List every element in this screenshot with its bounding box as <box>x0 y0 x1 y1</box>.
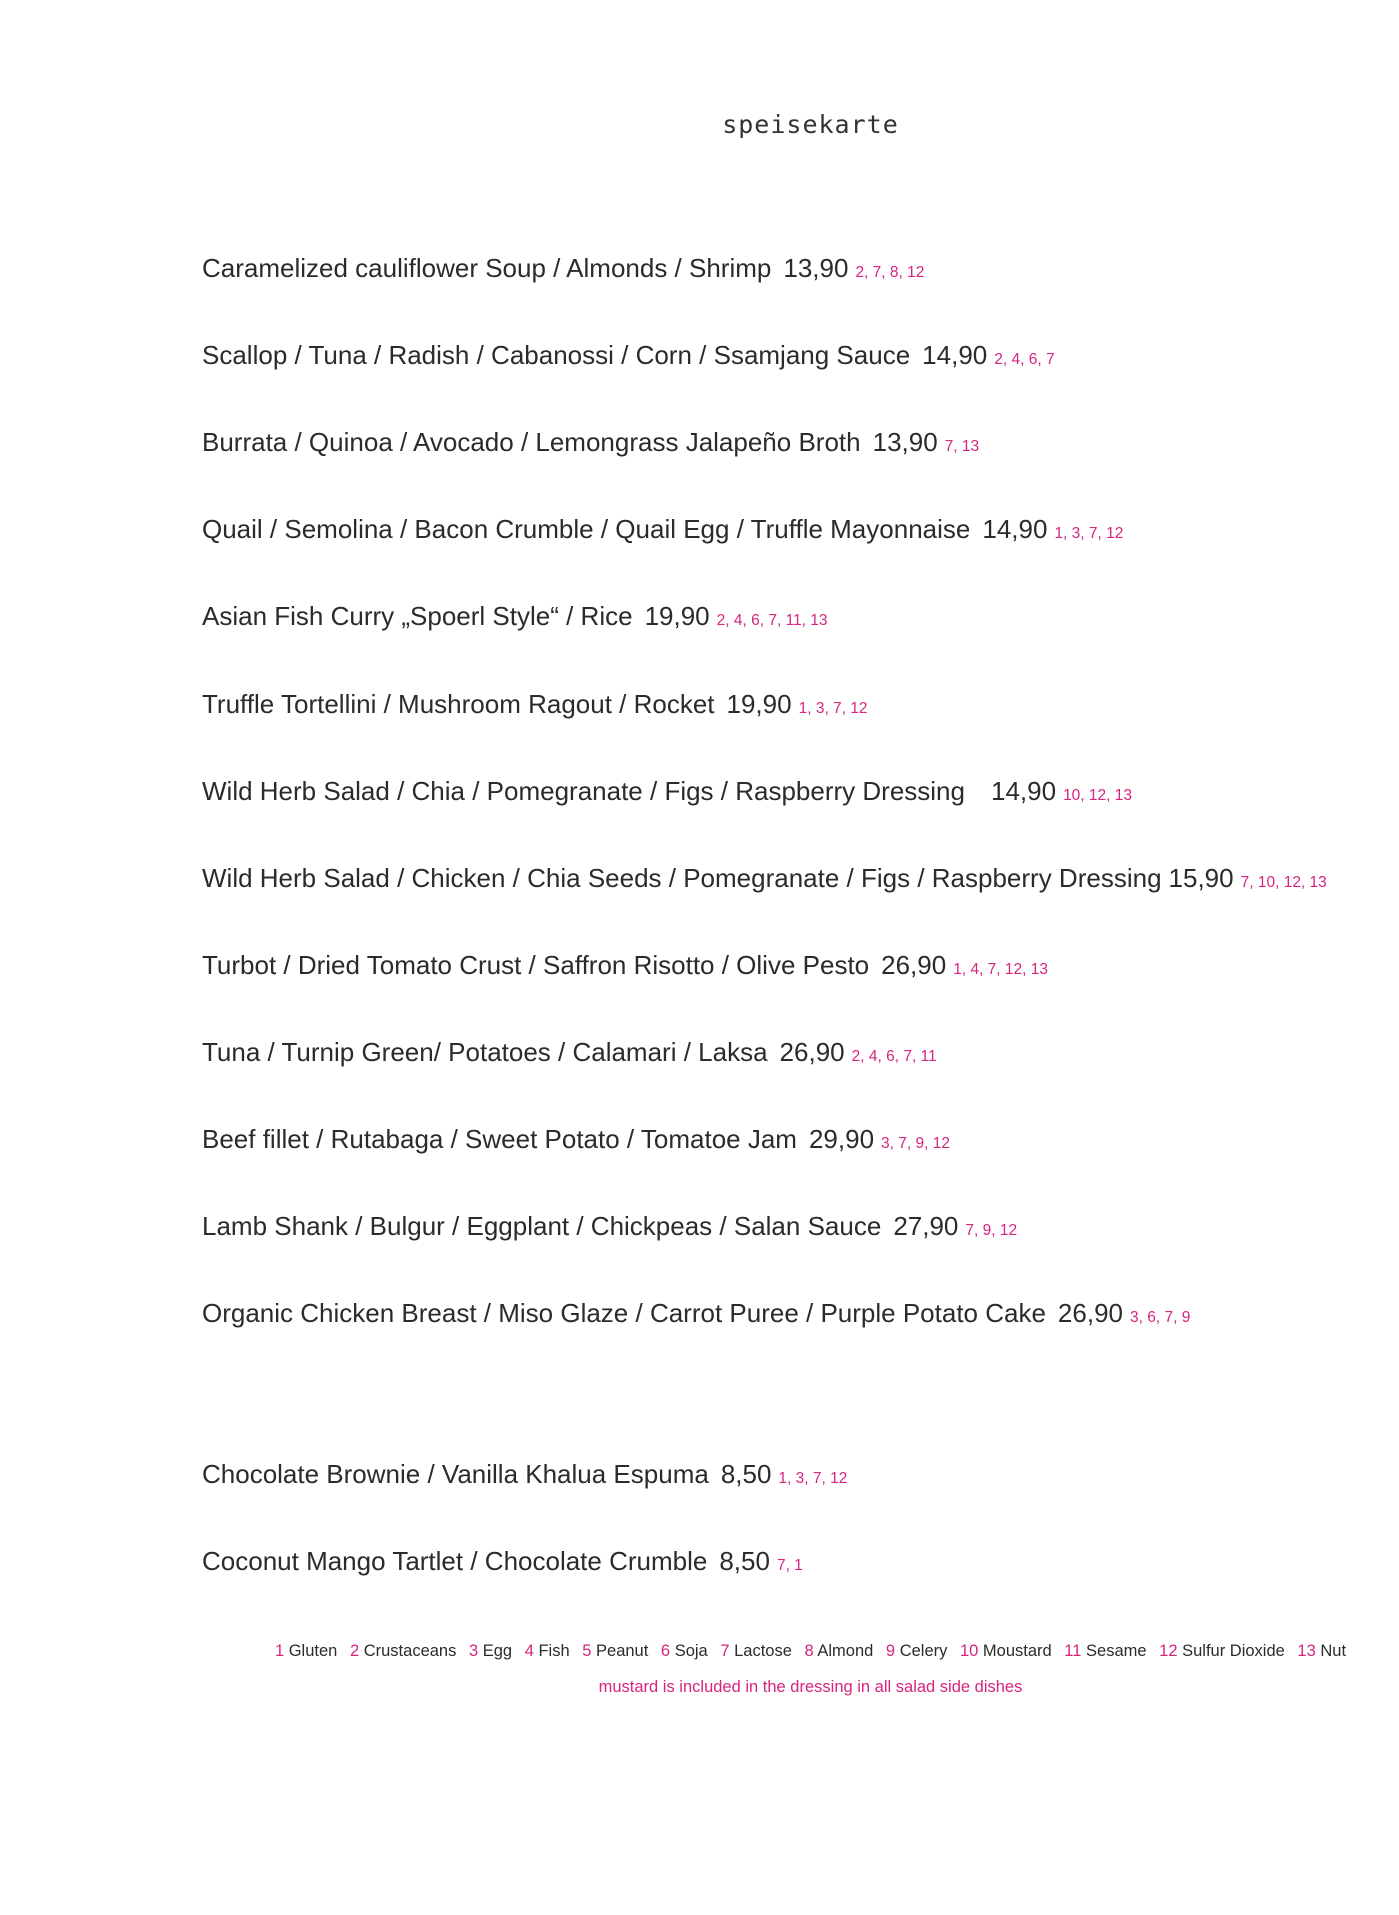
menu-item <box>202 427 979 458</box>
dish-name: Beef fillet / Rutabaga / Sweet Potato / Tomatoe Jam <box>202 1124 797 1154</box>
dish-name: Caramelized cauliflower Soup / Almonds / Shrimp <box>202 253 772 283</box>
dessert-item <box>202 1459 847 1490</box>
dish-name: Organic Chicken Breast / Miso Glaze / Carrot Puree / Purple Potato Cake <box>202 1298 1046 1328</box>
menu-item <box>202 253 924 284</box>
dish-allergens: 2, 4, 6, 7 <box>994 351 1055 368</box>
dessert-price: 8,50 <box>719 1546 770 1576</box>
dish-allergens: 3, 7, 9, 12 <box>881 1135 950 1152</box>
dish-price: 19,90 <box>644 601 710 631</box>
page-title: speisekarte <box>722 110 899 139</box>
dish-name: Asian Fish Curry „Spoerl Style“ / Rice <box>202 601 633 631</box>
dish-name: Lamb Shank / Bulgur / Eggplant / Chickpeas / Salan Sauce <box>202 1211 882 1241</box>
legend-item: 13 Nut <box>1297 1642 1347 1660</box>
dish-price: 29,90 <box>808 1124 875 1154</box>
legend-item: 2 Crustaceans <box>349 1642 457 1660</box>
dessert-allergens: 7, 1 <box>776 1557 803 1574</box>
dish-allergens: 7, 10, 12, 13 <box>1240 874 1327 891</box>
dish-allergens: 2, 4, 6, 7, 11, 13 <box>716 612 828 629</box>
dish-price: 26,90 <box>1057 1298 1123 1328</box>
dish-price: 15,90 <box>1168 863 1234 893</box>
dish-price: 19,90 <box>726 689 792 719</box>
dish-price: 26,90 <box>881 950 947 980</box>
legend-item: 4 Fish <box>524 1642 570 1660</box>
dish-allergens: 3, 6, 7, 9 <box>1130 1309 1191 1326</box>
dish-name: Burrata / Quinoa / Avocado / Lemongrass Jalapeño Broth <box>202 427 861 457</box>
legend-item: 1 Gluten <box>274 1642 338 1660</box>
dish-price: 14,90 <box>990 776 1057 806</box>
menu-item <box>202 863 1327 894</box>
menu-item <box>202 776 1132 807</box>
dish-name: Quail / Semolina / Bacon Crumble / Quail Egg / Truffle Mayonnaise <box>202 514 971 544</box>
dish-price: 14,90 <box>982 514 1048 544</box>
menu-item <box>202 340 1055 371</box>
menu-item <box>202 1298 1190 1329</box>
menu-item <box>202 950 1048 981</box>
dish-allergens: 7, 9, 12 <box>965 1222 1018 1239</box>
menu-item <box>202 1037 937 1068</box>
legend-item: 9 Celery <box>885 1642 948 1660</box>
dish-price: 13,90 <box>783 253 849 283</box>
legend-item: 5 Peanut <box>582 1642 649 1660</box>
dish-allergens: 1, 3, 7, 12 <box>798 700 868 717</box>
legend-item: 8 Almond <box>804 1642 874 1660</box>
dish-name: Turbot / Dried Tomato Crust / Saffron Risotto / Olive Pesto <box>202 950 870 980</box>
dessert-item <box>202 1546 803 1577</box>
dish-allergens: 7, 13 <box>944 438 980 455</box>
dish-name: Wild Herb Salad / Chicken / Chia Seeds / Pomegranate / Figs / Raspberry Dressing <box>202 863 1162 893</box>
allergen-legend <box>0 1642 1399 1661</box>
legend-item: 11 Sesame <box>1064 1642 1147 1660</box>
dish-price: 26,90 <box>779 1037 845 1067</box>
dish-allergens: 1, 3, 7, 12 <box>1054 525 1124 542</box>
dish-allergens: 2, 4, 6, 7, 11 <box>851 1048 937 1065</box>
dish-name: Tuna / Turnip Green/ Potatoes / Calamari / Laksa <box>202 1037 768 1067</box>
dessert-price: 8,50 <box>720 1459 772 1489</box>
legend-item: 3 Egg <box>468 1642 513 1660</box>
dish-price: 14,90 <box>922 340 988 370</box>
menu-item <box>202 514 1123 545</box>
dish-price: 27,90 <box>893 1211 959 1241</box>
dessert-allergens: 1, 3, 7, 12 <box>778 1470 848 1487</box>
dish-allergens: 10, 12, 13 <box>1063 787 1133 804</box>
dish-allergens: 1, 4, 7, 12, 13 <box>953 961 1049 978</box>
legend-item: 7 Lactose <box>720 1642 792 1660</box>
menu-item <box>202 1211 1017 1242</box>
dish-name: Truffle Tortellini / Mushroom Ragout / Rocket <box>202 689 715 719</box>
menu-item <box>202 1124 950 1155</box>
menu-item <box>202 601 828 632</box>
dish-price: 13,90 <box>872 427 938 457</box>
dessert-name: Coconut Mango Tartlet / Chocolate Crumble <box>202 1546 708 1576</box>
mustard-note: mustard is included in the dressing in all salad side dishes <box>598 1678 1023 1696</box>
legend-item: 12 Sulfur Dioxide <box>1159 1642 1285 1660</box>
dessert-name: Chocolate Brownie / Vanilla Khalua Espuma <box>202 1459 709 1489</box>
dish-name: Wild Herb Salad / Chia / Pomegranate / Figs / Raspberry Dressing <box>202 776 965 806</box>
menu-item <box>202 689 868 720</box>
legend-item: 10 Moustard <box>959 1642 1052 1660</box>
legend-item: 6 Soja <box>660 1642 708 1660</box>
dish-allergens: 2, 7, 8, 12 <box>855 264 925 281</box>
dish-name: Scallop / Tuna / Radish / Cabanossi / Corn / Ssamjang Sauce <box>202 340 911 370</box>
